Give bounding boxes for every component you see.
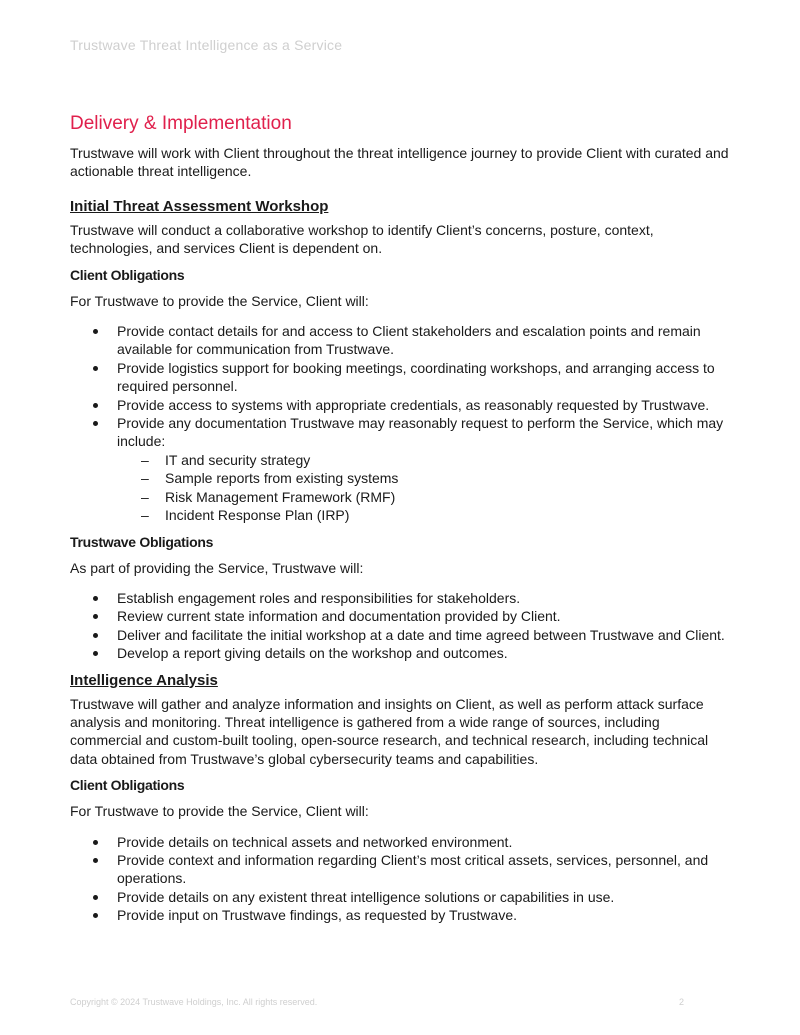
- workshop-client-obligations-heading: Client Obligations: [70, 266, 185, 283]
- sublist-item: [117, 506, 730, 524]
- bullet-icon: [93, 421, 98, 426]
- page-number: 2: [678, 997, 684, 1007]
- list-item: [70, 414, 730, 524]
- list-item-text: Develop a report giving details on the workshop and outcomes.: [117, 645, 508, 662]
- list-item-text: Provide access to systems with appropriate credentials, as reasonably requested by Trustwave.: [117, 396, 710, 413]
- list-item: [70, 322, 730, 359]
- list-item: [70, 851, 730, 888]
- dash-icon: –: [141, 451, 149, 468]
- section-intro: Trustwave will work with Client throughout the threat intelligence journey to provide Client with curated and actionable threat intelligence.: [70, 145, 729, 180]
- workshop-trustwave-obligations-heading: Trustwave Obligations: [70, 533, 214, 550]
- list-item-text: Establish engagement roles and responsibilities for stakeholders.: [117, 589, 521, 606]
- workshop-trustwave-obligations-lead: As part of providing the Service, Trustwave will:: [70, 559, 364, 576]
- bullet-icon: [93, 840, 98, 845]
- dash-icon: –: [141, 488, 149, 505]
- workshop-heading: Initial Threat Assessment Workshop: [70, 197, 329, 215]
- workshop-client-obligations-lead: For Trustwave to provide the Service, Client will:: [70, 292, 369, 309]
- list-item: [70, 906, 730, 924]
- document-body: [70, 112, 730, 933]
- list-item: [70, 359, 730, 396]
- workshop-client-obligations-list: [70, 322, 730, 524]
- analysis-heading: Intelligence Analysis: [70, 671, 218, 689]
- bullet-icon: [93, 366, 98, 371]
- bullet-icon: [93, 329, 98, 334]
- sublist-item-text: IT and security strategy: [165, 451, 311, 468]
- analysis-client-obligations-list: [70, 833, 730, 925]
- copyright-notice: Copyright © 2024 Trustwave Holdings, Inc. All rights reserved.: [70, 997, 318, 1007]
- sublist-item-text: Risk Management Framework (RMF): [165, 488, 396, 505]
- running-header: Trustwave Threat Intelligence as a Service: [70, 37, 343, 53]
- bullet-icon: [93, 858, 98, 863]
- list-item: [70, 833, 730, 851]
- bullet-icon: [93, 596, 98, 601]
- list-item: [70, 888, 730, 906]
- analysis-client-obligations-heading: Client Obligations: [70, 777, 185, 794]
- section-title: Delivery & Implementation: [70, 113, 292, 134]
- bullet-icon: [93, 895, 98, 900]
- page-footer: [70, 997, 684, 1007]
- list-item-text: Provide details on technical assets and networked environment.: [117, 833, 513, 850]
- list-item: [70, 644, 730, 662]
- list-item-text: Provide details on any existent threat intelligence solutions or capabilities in use.: [117, 888, 615, 905]
- bullet-icon: [93, 403, 98, 408]
- bullet-icon: [93, 614, 98, 619]
- workshop-trustwave-obligations-list: [70, 589, 730, 663]
- list-item-text: Provide logistics support for booking meetings, coordinating workshops, and arranging access to required personnel.: [117, 359, 715, 395]
- analysis-description: Trustwave will gather and analyze information and insights on Client, as well as perform attack surface analysis and monitoring. Threat intelligence is gathered from a wide range of sources, including commercial and custom-built tooling, open-source research, and technical research, including technical data obtained from Trustwave’s global cybersecurity teams and capabilities.: [70, 695, 709, 767]
- list-item-text: Provide any documentation Trustwave may reasonably request to perform the Service, which may include:: [117, 415, 724, 450]
- list-item: [70, 396, 730, 414]
- bullet-icon: [93, 651, 98, 656]
- sublist-item-text: Sample reports from existing systems: [165, 470, 399, 487]
- list-item-text: Provide context and information regarding Client’s most critical assets, services, personnel, and operations.: [117, 851, 709, 887]
- dash-icon: –: [141, 470, 149, 487]
- list-item-text: Provide contact details for and access to Client stakeholders and escalation points and remain available for communication from Trustwave.: [117, 323, 701, 358]
- sublist-item: [117, 469, 730, 487]
- dash-icon: –: [141, 507, 149, 524]
- workshop-description: Trustwave will conduct a collaborative workshop to identify Client’s concerns, posture, context, technologies, and services Client is dependent on.: [70, 221, 654, 257]
- list-item-text: Review current state information and documentation provided by Client.: [117, 608, 561, 625]
- analysis-client-obligations-lead: For Trustwave to provide the Service, Client will:: [70, 803, 369, 820]
- list-item: [70, 626, 730, 644]
- bullet-icon: [93, 913, 98, 918]
- list-item-text: Deliver and facilitate the initial workshop at a date and time agreed between Trustwave and Client.: [117, 626, 725, 643]
- list-item: [70, 589, 730, 607]
- sublist-item: [117, 488, 730, 506]
- sublist-item: [117, 451, 730, 469]
- bullet-icon: [93, 633, 98, 638]
- sublist-item-text: Incident Response Plan (IRP): [165, 507, 350, 524]
- list-item-text: Provide input on Trustwave findings, as requested by Trustwave.: [117, 907, 517, 924]
- documentation-sublist: [117, 451, 730, 525]
- list-item: [70, 607, 730, 625]
